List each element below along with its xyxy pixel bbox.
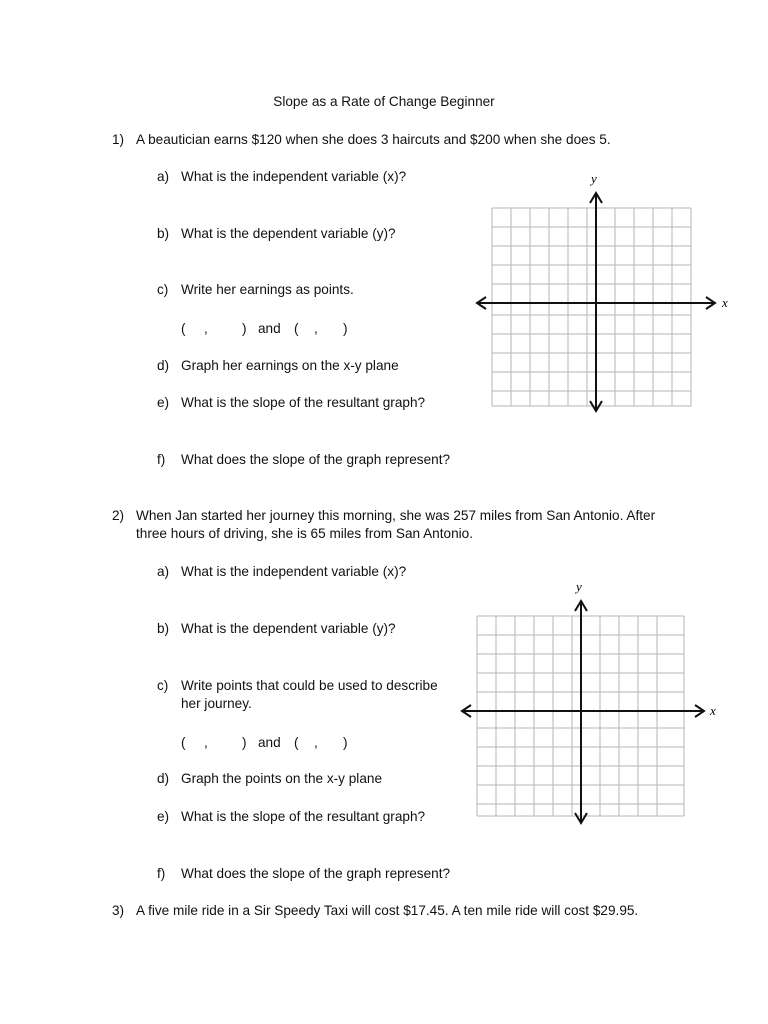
q2-part-f-label: f) [157, 866, 166, 881]
q1-part-e-text: What is the slope of the resultant graph? [181, 395, 426, 410]
question-1-number: 1) [112, 132, 125, 147]
q1-part-a-text: What is the independent variable (x)? [181, 169, 407, 184]
q1-part-f-text: What does the slope of the graph represent? [181, 452, 451, 467]
y-axis-label: y [576, 579, 582, 594]
q2-part-c-text-line-1: Write points that could be used to describe [181, 678, 438, 693]
q2-part-f-text: What does the slope of the graph represent? [181, 866, 451, 881]
paren-open: ( [294, 321, 299, 336]
q2-part-e-text: What is the slope of the resultant graph? [181, 809, 426, 824]
grid-lines [492, 208, 691, 406]
comma: , [204, 321, 208, 336]
question-2-text-line-1: When Jan started her journey this morning, she was 257 miles from San Antonio. After [136, 508, 656, 523]
q2-part-d-text: Graph the points on the x-y plane [181, 771, 383, 786]
y-axis-label: y [591, 171, 597, 186]
q1-part-f-label: f) [157, 452, 166, 467]
q1-part-a-label: a) [157, 169, 170, 184]
question-3-text: A five mile ride in a Sir Speedy Taxi will cost $17.45. A ten mile ride will cost $29.95. [136, 903, 639, 918]
q1-part-b-label: b) [157, 226, 170, 241]
question-2-number: 2) [112, 508, 125, 523]
q1-part-b-text: What is the dependent variable (y)? [181, 226, 396, 241]
paren-close: ) [343, 321, 348, 336]
axes [462, 601, 704, 823]
paren-open: ( [181, 735, 186, 750]
q2-part-b-label: b) [157, 621, 170, 636]
paren-open: ( [294, 735, 299, 750]
comma: , [314, 735, 318, 750]
x-axis-label: x [710, 703, 716, 718]
and-word: and [258, 321, 281, 336]
q1-part-e-label: e) [157, 395, 170, 410]
q2-part-c-text-line-2: her journey. [181, 696, 252, 711]
q1-part-d-text: Graph her earnings on the x-y plane [181, 358, 399, 373]
q2-part-e-label: e) [157, 809, 170, 824]
paren-close: ) [242, 735, 247, 750]
q2-part-b-text: What is the dependent variable (y)? [181, 621, 396, 636]
paren-close: ) [343, 735, 348, 750]
comma: , [314, 321, 318, 336]
question-2-text-line-2: three hours of driving, she is 65 miles from San Antonio. [136, 526, 473, 541]
comma: , [204, 735, 208, 750]
paren-open: ( [181, 321, 186, 336]
question-3-number: 3) [112, 903, 125, 918]
coordinate-grid-2 [455, 578, 725, 830]
and-word: and [258, 735, 281, 750]
q2-part-c-label: c) [157, 678, 169, 693]
question-1-text: A beautician earns $120 when she does 3 haircuts and $200 when she does 5. [136, 132, 611, 147]
axes [477, 193, 715, 411]
x-axis-label: x [722, 295, 728, 310]
q2-part-a-text: What is the independent variable (x)? [181, 564, 407, 579]
q1-part-c-text: Write her earnings as points. [181, 282, 354, 297]
paren-close: ) [242, 321, 247, 336]
q1-part-d-label: d) [157, 358, 170, 373]
page-title: Slope as a Rate of Change Beginner [273, 94, 495, 109]
q2-part-a-label: a) [157, 564, 170, 579]
q1-part-c-label: c) [157, 282, 169, 297]
coordinate-grid-1 [470, 170, 740, 420]
q2-part-d-label: d) [157, 771, 170, 786]
